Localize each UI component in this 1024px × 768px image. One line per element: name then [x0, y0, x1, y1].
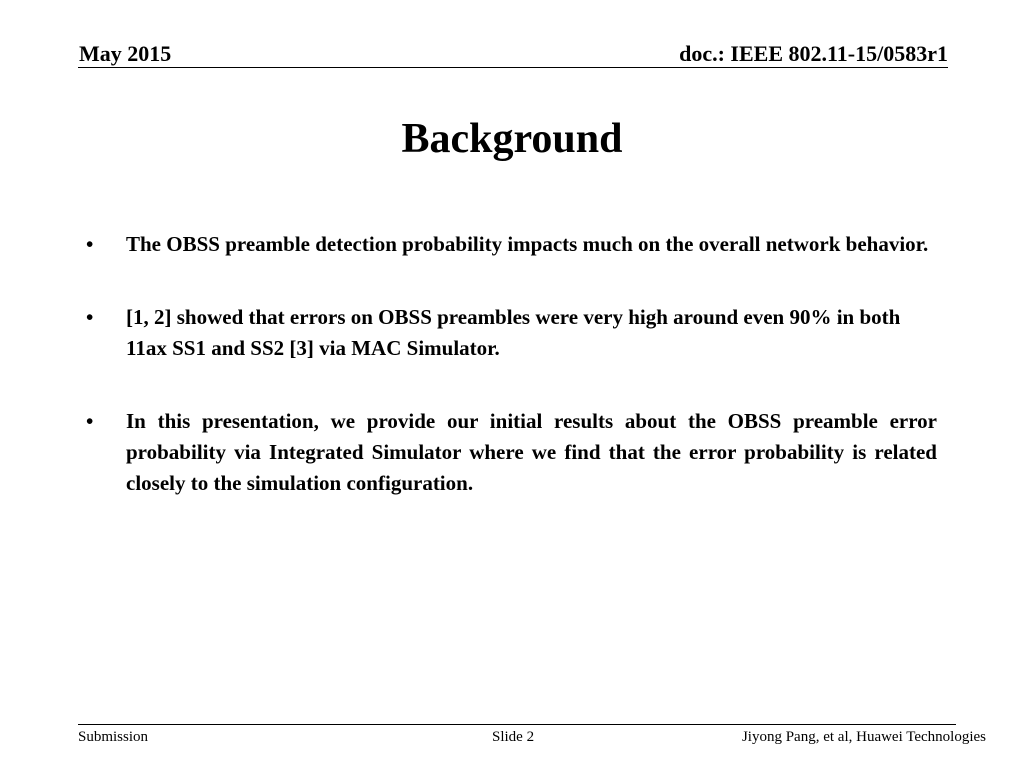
slide-title: Background	[401, 116, 623, 162]
bullet-icon: •	[86, 305, 94, 329]
bullet-text: In this presentation, we provide our initial results about the OBSS preamble error probability via Integrated Simulator where we find that the error probability is related closely to the simulation configuration.	[126, 409, 937, 495]
footer-authors: Jiyong Pang, et al, Huawei Technologies	[741, 729, 986, 745]
bullet-item	[84, 406, 937, 499]
bullet-text: The OBSS preamble detection probability impacts much on the overall network behavior.	[126, 232, 929, 256]
footer-divider	[78, 724, 956, 725]
header-doc-number: doc.: IEEE 802.11-15/0583r1	[679, 41, 948, 66]
footer-slide-number: Slide 2	[492, 729, 535, 745]
bullet-text: [1, 2] showed that errors on OBSS preambles were very high around even 90% in both 11ax SS1 and SS2 [3] via MAC Simulator.	[126, 305, 901, 360]
header-date: May 2015	[79, 41, 172, 66]
bullet-list	[84, 229, 937, 541]
bullet-icon: •	[86, 409, 94, 433]
bullet-item	[84, 302, 937, 364]
header-divider	[78, 67, 948, 68]
footer-submission: Submission	[78, 729, 149, 745]
bullet-icon: •	[86, 232, 94, 256]
bullet-item	[84, 229, 937, 260]
